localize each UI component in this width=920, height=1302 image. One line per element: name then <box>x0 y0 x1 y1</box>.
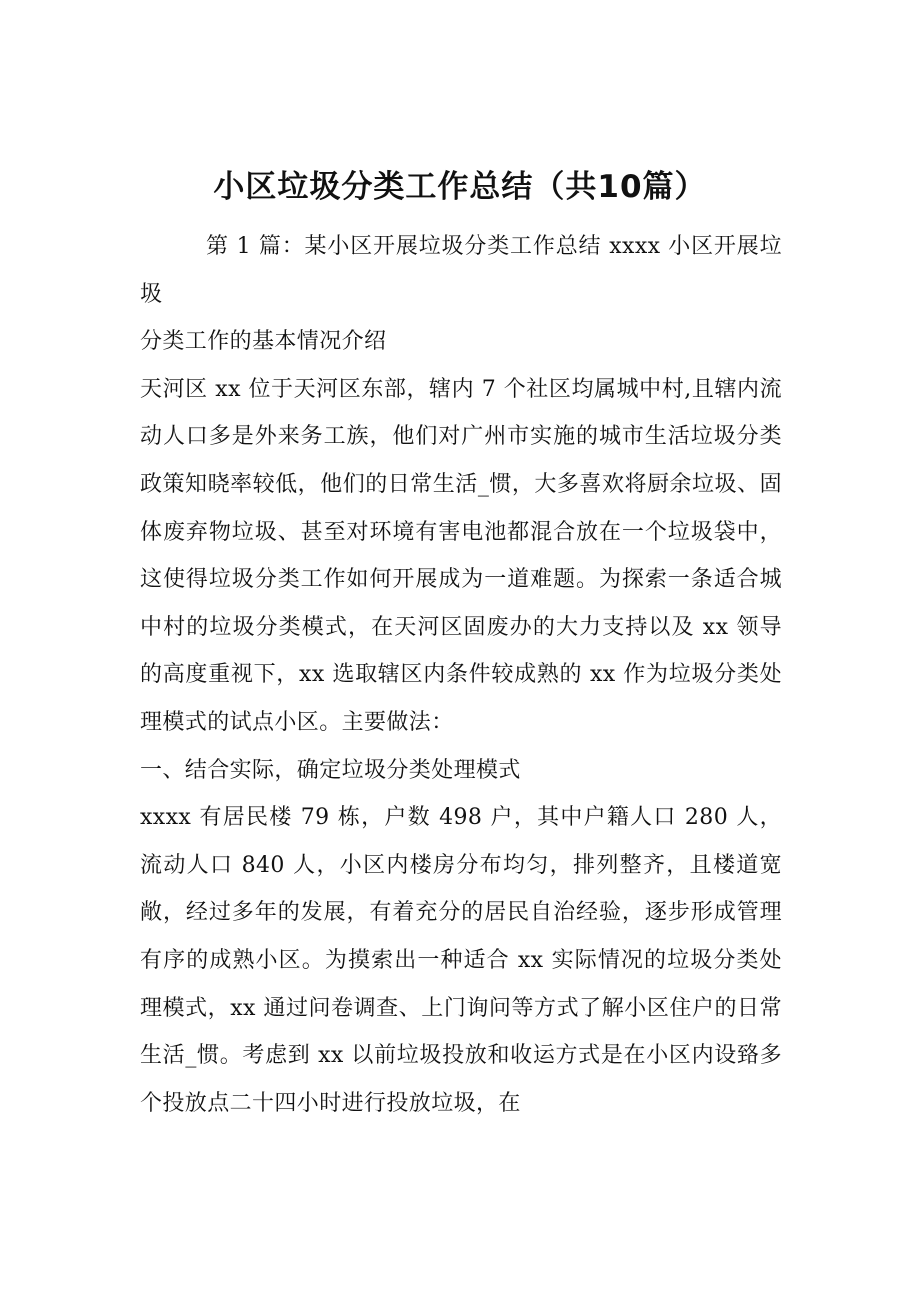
paragraph-intro: 第 1 篇：某小区开展垃圾分类工作总结 xxxx 小区开展垃圾 <box>140 234 782 307</box>
paragraph-subheading: 分类工作的基本情况介绍 <box>140 329 387 355</box>
section-heading-1: 一、结合实际，确定垃圾分类处理模式 <box>140 757 521 783</box>
paragraph-section-1: xxxx 有居民楼 79 栋，户数 498 户，其中户籍人口 280 人，流动人口 840 人，小区内楼房分布均匀，排列整齐，且楼道宽敞，经过多年的发展，有着充分的居民自治经验，逐步形成管理有序的成熟小区。为摸索出一种适合 xx 实际情况的垃圾分类处理模式，xx 通过问卷调查、上门询问等方式了解小区住户的日常生活_惯。考虑到 xx 以前垃圾投放和收运方式是在小区内设臵多个投放点二十四小时进行投放垃圾，在 <box>140 805 782 1116</box>
document-title: 小区垃圾分类工作总结（共10篇） <box>213 168 707 205</box>
document-body <box>140 223 782 1127</box>
paragraph-background: 天河区 xx 位于天河区东部，辖内 7 个社区均属城中村,且辖内流动人口多是外来务工族，他们对广州市实施的城市生活垃圾分类政策知晓率较低，他们的日常生活_惯，大多喜欢将厨余垃圾、固体废弃物垃圾、甚至对环境有害电池都混合放在一个垃圾袋中，这使得垃圾分类工作如何开展成为一道难题。为探索一条适合城中村的垃圾分类模式，在天河区固废办的大力支持以及 xx 领导的高度重视下，xx 选取辖区内条件较成熟的 xx 作为垃圾分类处理模式的试点小区。主要做法： <box>140 376 782 735</box>
